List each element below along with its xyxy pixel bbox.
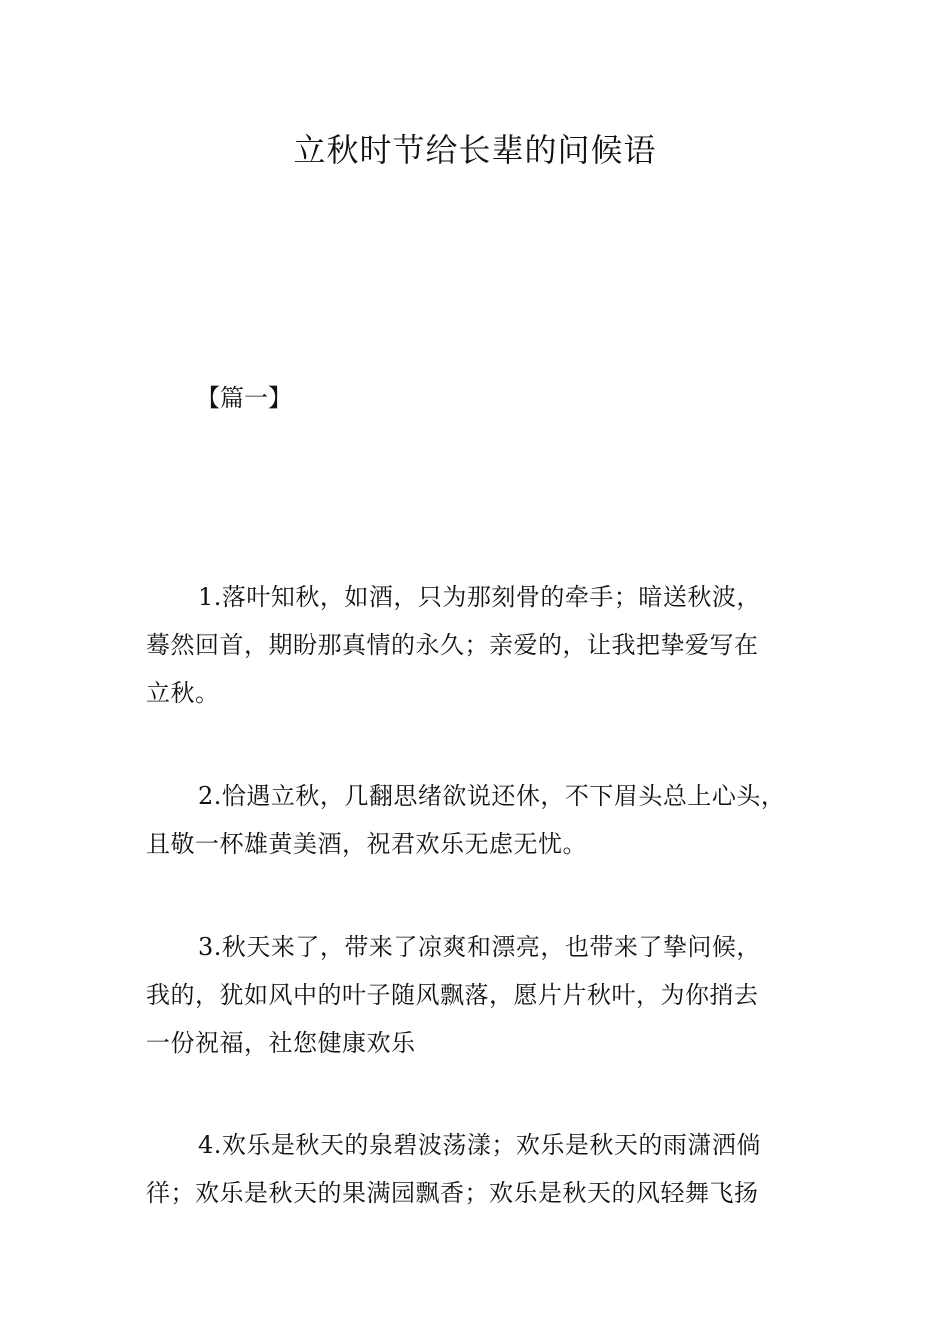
paragraph-line: 1.落叶知秋，如酒，只为那刻骨的牵手；暗送秋波， [198,583,761,611]
paragraph-2 [146,772,846,868]
section-heading: 【篇一】 [196,384,292,412]
paragraph-line: 我的，犹如风中的叶子随风飘落，愿片片秋叶，为你捎去 [146,981,759,1009]
paragraph-1 [146,573,846,717]
paragraph-line: 徉；欢乐是秋天的果满园飘香；欢乐是秋天的风轻舞飞扬 [146,1179,759,1207]
paragraph-line: 2.恰遇立秋，几翻思绪欲说还休，不下眉头总上心头， [198,782,786,810]
paragraph-line: 4.欢乐是秋天的泉碧波荡漾；欢乐是秋天的雨潇洒倘 [198,1131,761,1159]
paragraph-line: 且敬一杯雄黄美酒，祝君欢乐无虑无忧。 [146,830,587,858]
page-title: 立秋时节给长辈的问候语 [293,131,657,169]
paragraph-line: 3.秋天来了，带来了凉爽和漂亮，也带来了挚问候， [198,933,761,961]
paragraph-3 [146,923,846,1067]
paragraph-line: 一份祝福，社您健康欢乐 [146,1029,416,1057]
paragraph-line: 蓦然回首，期盼那真情的永久；亲爱的，让我把挚爱写在 [146,631,759,659]
paragraph-line: 立秋。 [146,679,220,707]
paragraph-4 [146,1121,846,1217]
